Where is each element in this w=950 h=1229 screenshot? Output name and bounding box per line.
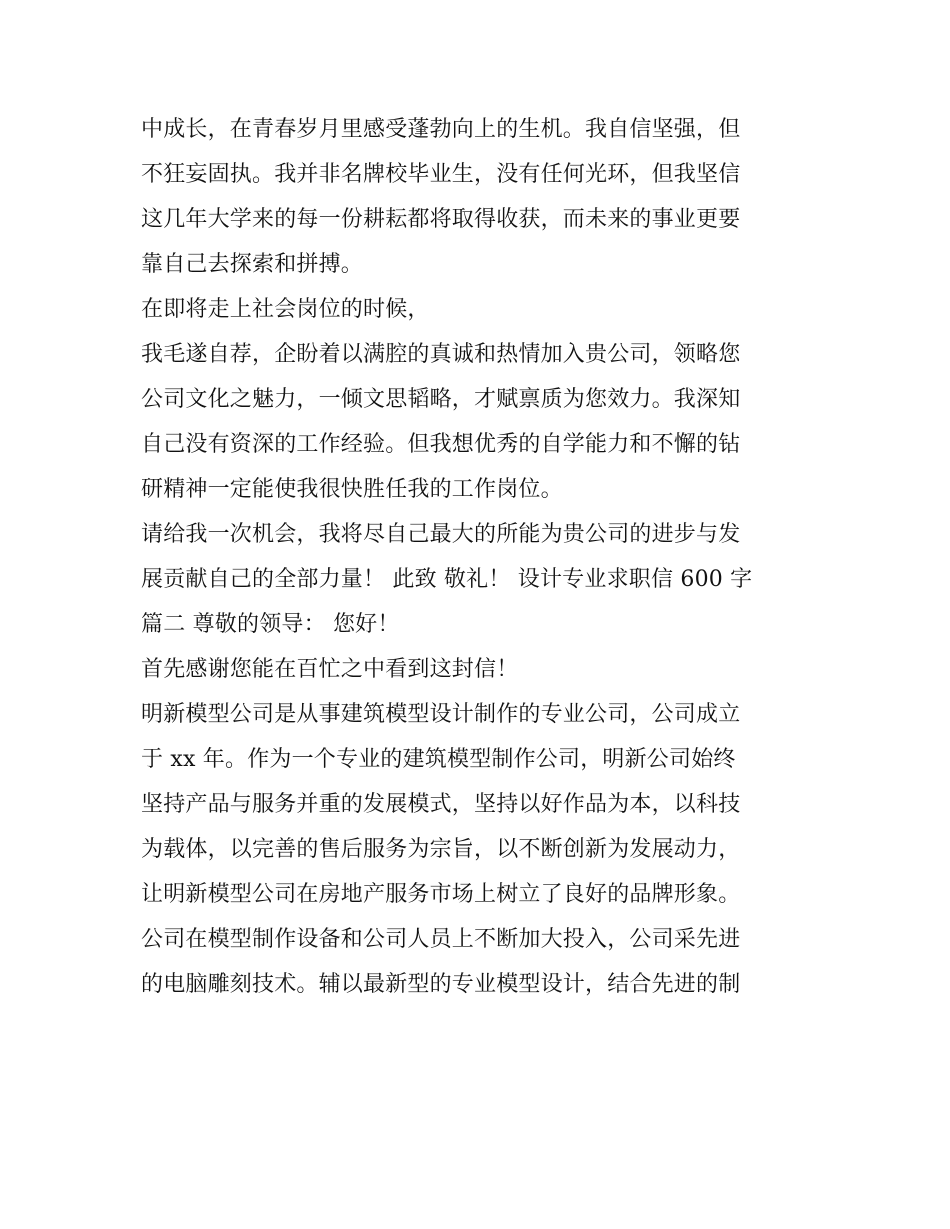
- text-line: 展贡献自己的全部力量！ 此致 敬礼！ 设计专业求职信 600 字: [141, 567, 753, 592]
- text-line: 于 xx 年。作为一个专业的建筑模型制作公司，明新公司始终: [141, 747, 736, 772]
- text-line: 的电脑雕刻技术。辅以最新型的专业模型设计，结合先进的制: [141, 972, 741, 997]
- text-line: 篇二 尊敬的领导： 您好！: [141, 612, 400, 637]
- text-line: 研精神一定能使我很快胜任我的工作岗位。: [141, 477, 563, 502]
- text-line: 自己没有资深的工作经验。但我想优秀的自学能力和不懈的钻: [141, 432, 741, 457]
- text-line: 不狂妄固执。我并非名牌校毕业生，没有任何光环，但我坚信: [141, 162, 741, 187]
- document-body: [141, 107, 831, 1007]
- text-line: 这几年大学来的每一份耕耘都将取得收获，而未来的事业更要: [141, 207, 741, 232]
- text-line: 明新模型公司是从事建筑模型设计制作的专业公司，公司成立: [141, 702, 741, 727]
- text-line: 请给我一次机会，我将尽自己最大的所能为贵公司的进步与发: [141, 522, 741, 547]
- text-line: 公司在模型制作设备和公司人员上不断加大投入，公司采先进: [141, 927, 741, 952]
- text-line: 公司文化之魅力，一倾文思韬略，才赋禀质为您效力。我深知: [141, 387, 741, 412]
- text-line: 为载体，以完善的售后服务为宗旨，以不断创新为发展动力，: [141, 837, 741, 862]
- text-line: 中成长，在青春岁月里感受蓬勃向上的生机。我自信坚强，但: [141, 117, 741, 142]
- text-line: 坚持产品与服务并重的发展模式，坚持以好作品为本，以科技: [141, 792, 741, 817]
- text-line: 靠自己去探索和拼搏。: [141, 252, 364, 277]
- text-line: 首先感谢您能在百忙之中看到这封信！: [141, 657, 519, 682]
- text-line: 让明新模型公司在房地产服务市场上树立了良好的品牌形象。: [141, 882, 741, 907]
- text-line: 在即将走上社会岗位的时候，: [141, 297, 430, 322]
- text-line: 我毛遂自荐，企盼着以满腔的真诚和热情加入贵公司，领略您: [141, 342, 741, 367]
